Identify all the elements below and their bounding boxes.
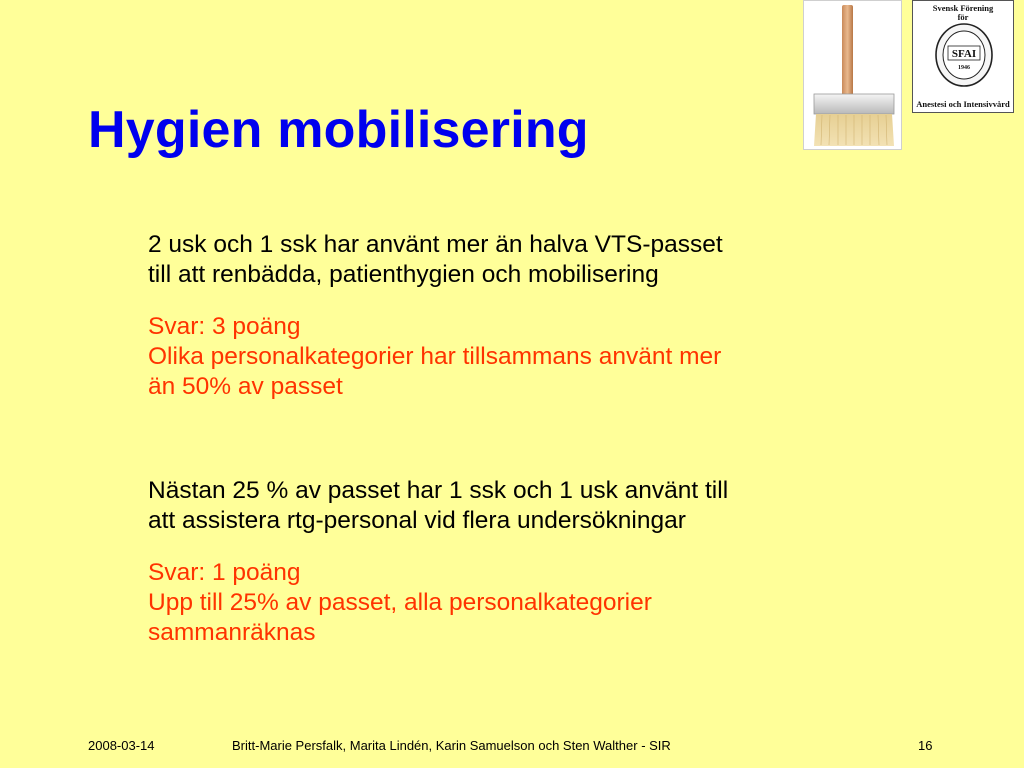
slide-title: Hygien mobilisering [88,101,589,159]
seal-icon [934,22,994,88]
brush-icon [804,1,901,149]
section-1-description-line-1: 2 usk och 1 ssk har använt mer än halva VTS-passet [148,231,723,258]
section-2-score: Svar: 1 poäng [148,559,301,586]
section-2-answer-line-2: sammanräknas [148,619,316,646]
section-2-answer-line-1: Upp till 25% av passet, alla personalkategorier [148,589,652,616]
section-2-description [148,476,978,536]
footer-date: 2008-03-14 [88,738,155,753]
footer-authors: Britt-Marie Persfalk, Marita Lindén, Karin Samuelson och Sten Walther - SIR [232,738,671,753]
section-2-description-line-2: att assistera rtg-personal vid flera undersökningar [148,507,686,534]
footer-page-number: 16 [918,738,933,753]
section-1-answer-line-2: än 50% av passet [148,373,343,400]
section-1-answer [148,312,978,402]
logo-line-1: Svensk Förening [932,3,994,13]
section-1-description [148,230,978,290]
section-1-answer-line-1: Olika personalkategorier har tillsammans använt mer [148,343,722,370]
section-1-score: Svar: 3 poäng [148,313,301,340]
logo-org-name [913,4,1013,22]
logo-line-2: för [957,12,969,22]
logo-line-3: Anestesi och Intensivvård [916,99,1010,109]
sfai-logo [912,0,1014,113]
section-1-description-line-2: till att renbädda, patienthygien och mobilisering [148,261,659,288]
brush-image [803,0,902,150]
section-2-description-line-1: Nästan 25 % av passet har 1 ssk och 1 usk använt till [148,477,729,504]
seal-year: 1946 [958,65,970,71]
seal-text: SFAI [951,48,977,60]
section-2-answer [148,558,978,648]
